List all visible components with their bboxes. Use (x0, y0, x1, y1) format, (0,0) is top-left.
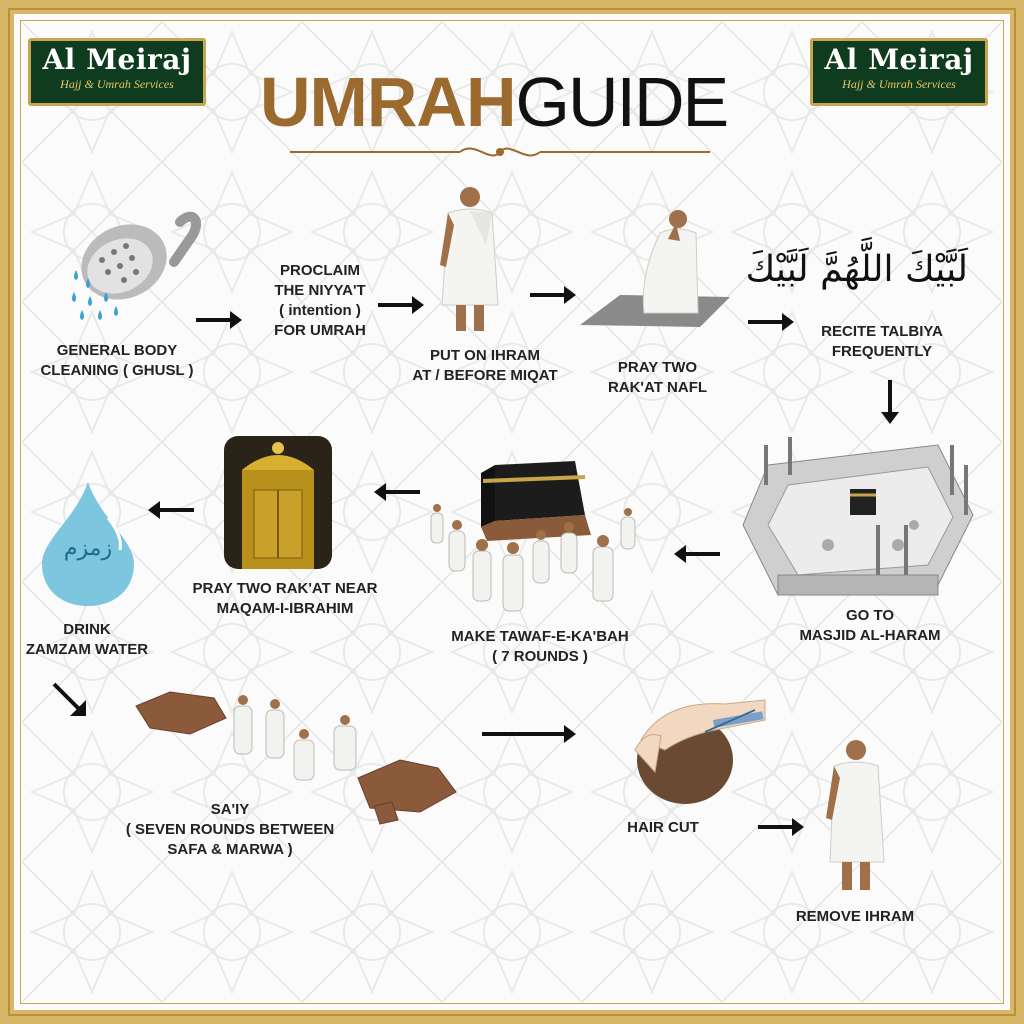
arrow-right-icon (376, 293, 426, 317)
logo-brand: Al Meiraj (42, 43, 192, 76)
shower-icon (62, 200, 202, 330)
masjid-al-haram-icon (738, 425, 978, 600)
tawaf-kaaba-icon (425, 455, 655, 625)
zamzam-arabic: زمزم (63, 536, 113, 561)
step-ihram-label: PUT ON IHRAM AT / BEFORE MIQAT (412, 347, 558, 384)
step-haram-label: GO TO MASJID AL-HARAM (799, 607, 941, 644)
arrow-right-icon (480, 722, 580, 746)
step-tawaf-label: MAKE TAWAF-E-KA'BAH ( 7 ROUNDS ) (451, 628, 629, 665)
title-guide: GUIDE (515, 63, 728, 141)
step-nafl-label: PRAY TWO RAK'AT NAFL (607, 359, 708, 396)
logo-brand: Al Meiraj (824, 43, 974, 76)
step-niyyat-label: PROCLAIM THE NIYYA'T ( intention ) FOR UMRAH (274, 262, 366, 339)
arrow-down-icon (878, 378, 902, 428)
arrow-down-right-icon (50, 680, 90, 720)
maqam-ibrahim-icon (218, 430, 338, 575)
step-haircut-label: HAIR CUT (627, 819, 699, 836)
title-umrah: UMRAH (260, 63, 516, 141)
step-maqam-label: PRAY TWO RAK'AT NEAR MAQAM-I-IBRAHIM (192, 580, 378, 617)
page-title (260, 62, 760, 142)
arrow-right-icon (528, 283, 578, 307)
arrow-left-icon (672, 542, 722, 566)
title-ornament (290, 140, 710, 164)
logo-left (28, 38, 206, 106)
ihram-pilgrim-icon (430, 185, 510, 345)
hair-cut-icon (605, 680, 775, 810)
talbiya-calligraphy: لَبَّيْكَ اللَّهُمَّ لَبَّيْكَ (745, 249, 968, 290)
arrow-right-icon (746, 310, 796, 334)
arrow-right-icon (756, 815, 806, 839)
step-ghusl-label: GENERAL BODY CLEANING ( GHUSL ) (40, 342, 194, 379)
logo-subtitle: Hajj & Umrah Services (60, 77, 174, 91)
arrow-left-icon (146, 498, 196, 522)
step-talbiya-label: RECITE TALBIYA FREQUENTLY (821, 323, 943, 360)
step-zamzam-label: DRINK ZAMZAM WATER (25, 621, 149, 658)
arrow-right-icon (194, 308, 244, 332)
arrow-left-icon (372, 480, 422, 504)
step-remove-ihram-label: REMOVE IHRAM (795, 908, 915, 925)
step-saiy-label: SA'IY ( SEVEN ROUNDS BETWEEN SAFA & MARWA ) (125, 801, 335, 858)
logo-right (810, 38, 988, 106)
prayer-mat-icon (580, 205, 740, 330)
logo-subtitle: Hajj & Umrah Services (842, 77, 956, 91)
pilgrim-remove-ihram-icon (822, 738, 892, 898)
